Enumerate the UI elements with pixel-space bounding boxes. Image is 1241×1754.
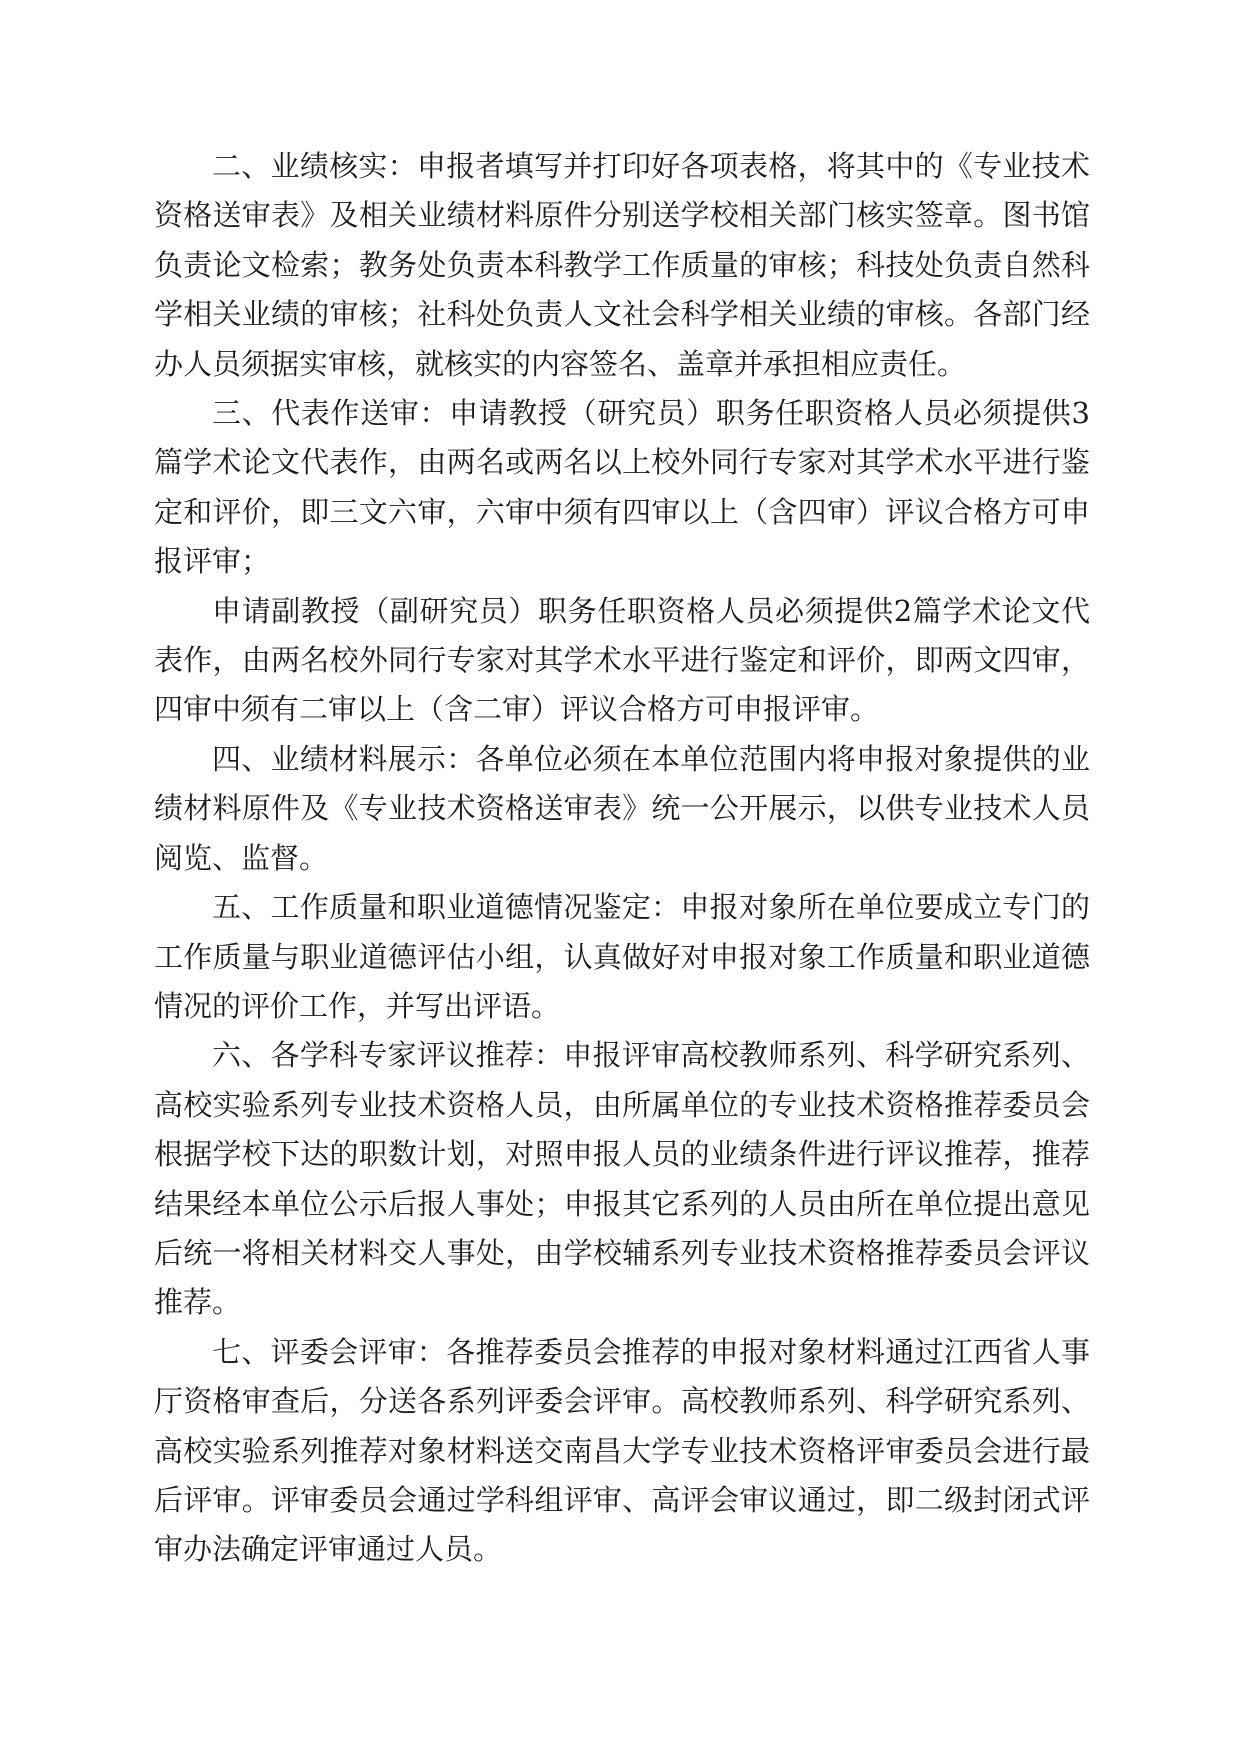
paragraph-expert-recommendation: 六、各学科专家评议推荐：申报评审高校教师系列、科学研究系列、高校实验系列专业技术资格人员，由所属单位的专业技术资格推荐委员会根据学校下达的职数计划，对照申报人员的业绩条件进行评议推荐，推荐结果经本单位公示后报人事处；申报其它系列的人员由所在单位提出意见后统一将相关材料交人事处，由学校辅系列专业技术资格推荐委员会评议推荐。	[154, 1038, 1090, 1320]
paragraph-work-quality-ethics: 五、工作质量和职业道德情况鉴定：申报对象所在单位要成立专门的工作质量与职业道德评估小组，认真做好对申报对象工作质量和职业道德情况的评价工作，并写出评语。	[154, 890, 1090, 1023]
paragraph-associate-professor-review: 申请副教授（副研究员）职务任职资格人员必须提供2篇学术论文代表作，由两名校外同行专家对其学术水平进行鉴定和评价，即两文四审，四审中须有二审以上（含二审）评议合格方可申报评审。	[154, 593, 1090, 727]
document-body	[154, 142, 1090, 1575]
paragraph-performance-verification: 二、业绩核实：申报者填写并打印好各项表格，将其中的《专业技术资格送审表》及相关业绩材料原件分别送学校相关部门核实签章。图书馆负责论文检索；教务处负责本科教学工作质量的审核；科技处负责自然科学相关业绩的审核；社科处负责人文社会科学相关业绩的审核。各部门经办人员须据实审核，就核实的内容签名、盖章并承担相应责任。	[154, 149, 1090, 381]
paragraph-representative-works-review: 三、代表作送审：申请教授（研究员）职务任职资格人员必须提供3篇学术论文代表作，由两名或两名以上校外同行专家对其学术水平进行鉴定和评价，即三文六审，六审中须有四审以上（含四审）评议合格方可申报评审；	[154, 396, 1090, 579]
paragraph-materials-display: 四、业绩材料展示：各单位必须在本单位范围内将申报对象提供的业绩材料原件及《专业技术资格送审表》统一公开展示，以供专业技术人员阅览、监督。	[154, 741, 1090, 875]
paragraph-committee-review: 七、评委会评审：各推荐委员会推荐的申报对象材料通过江西省人事厅资格审查后，分送各系列评委会评审。高校教师系列、科学研究系列、高校实验系列推荐对象材料送交南昌大学专业技术资格评审委员会进行最后评审。评审委员会通过学科组评审、高评会审议通过，即二级封闭式评审办法确定评审通过人员。	[154, 1334, 1090, 1567]
